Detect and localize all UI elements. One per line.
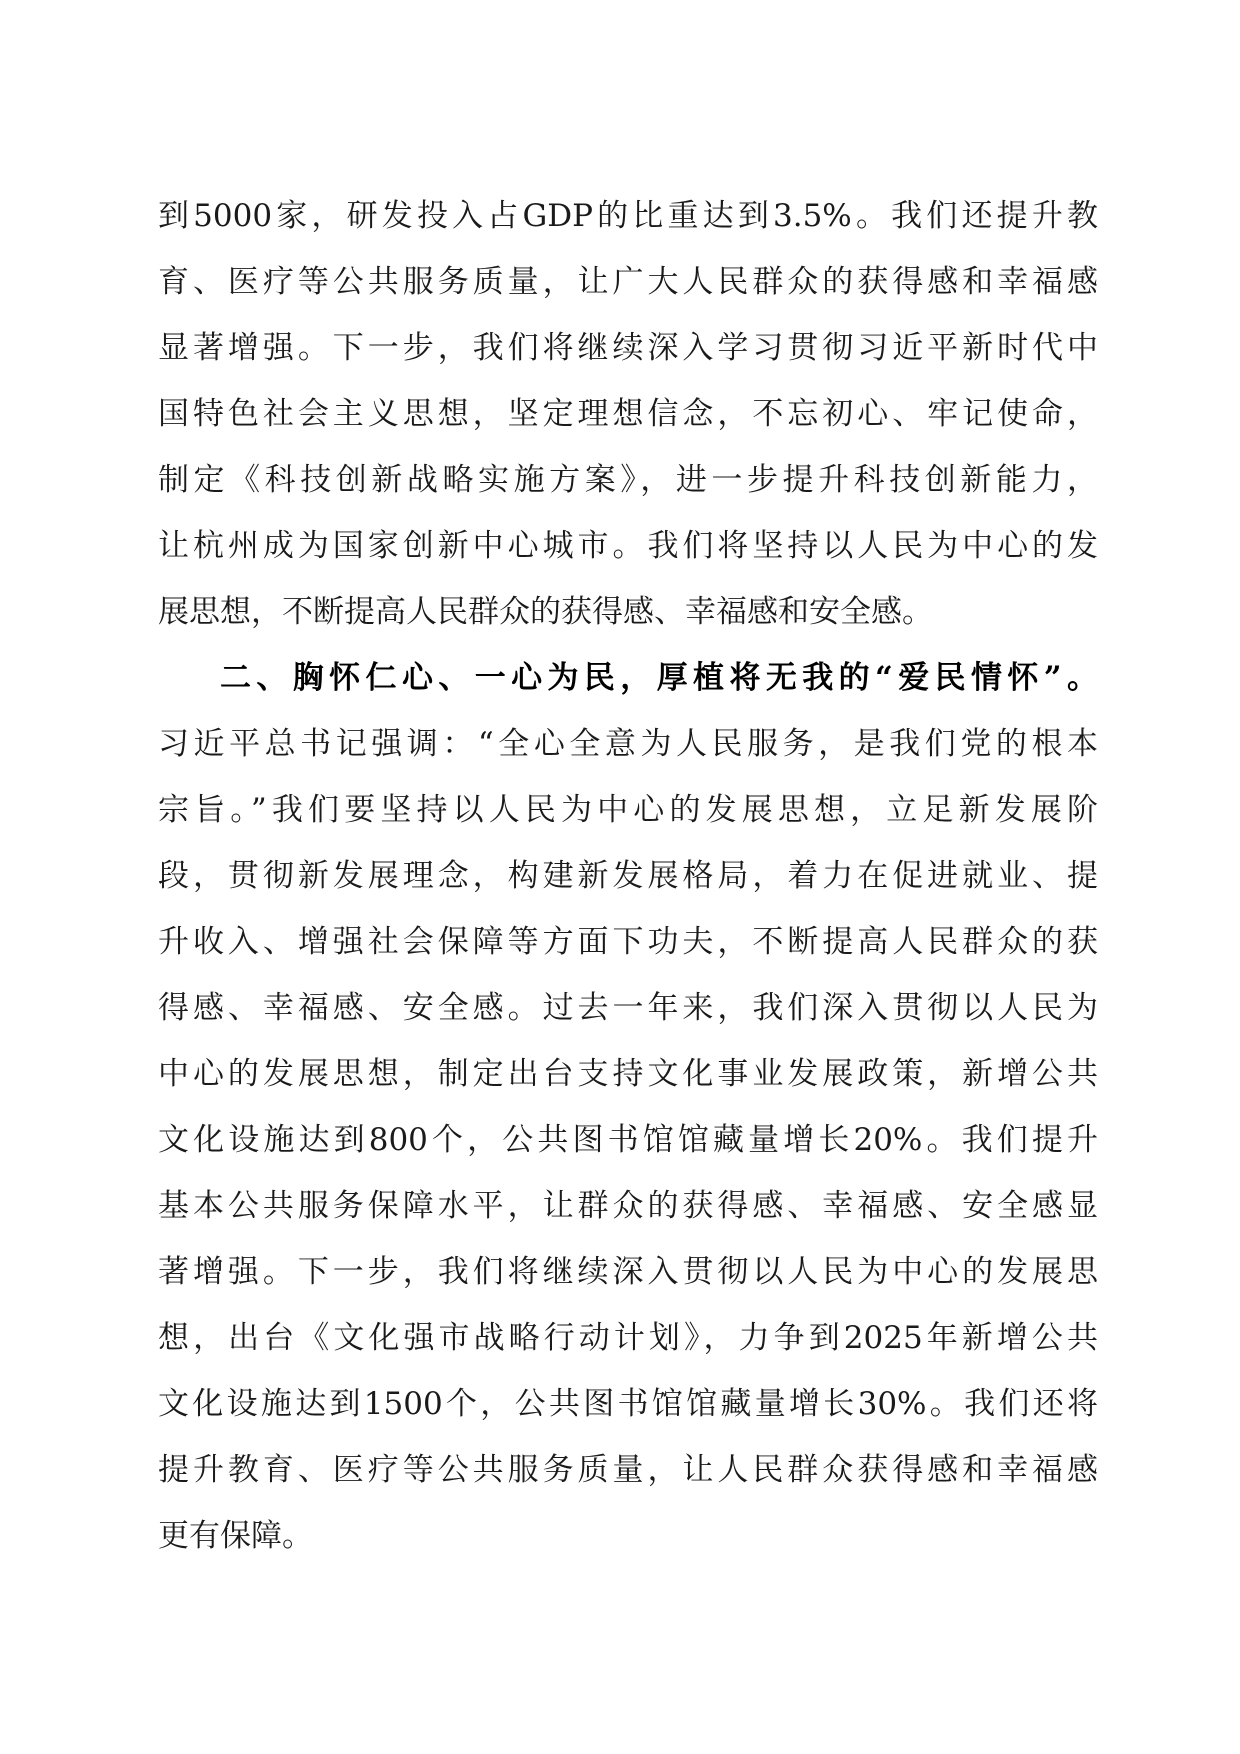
text-line: 更有保障。 xyxy=(158,1518,313,1554)
text-line: 提升教育、医疗等公共服务质量，让人民群众获得感和幸福感 xyxy=(158,1452,1098,1488)
text-line: 让杭州成为国家创新中心城市。我们将坚持以人民为中心的发 xyxy=(158,528,1098,564)
text-line: 段，贯彻新发展理念，构建新发展格局，着力在促进就业、提 xyxy=(158,858,1098,894)
text-line: 育、医疗等公共服务质量，让广大人民群众的获得感和幸福感 xyxy=(158,264,1098,300)
text-line: 文化设施达到1500个，公共图书馆馆藏量增长30%。我们还将 xyxy=(158,1386,1098,1422)
text-line: 得感、幸福感、安全感。过去一年来，我们深入贯彻以人民为 xyxy=(158,990,1098,1026)
text-line: 国特色社会主义思想，坚定理想信念，不忘初心、牢记使命， xyxy=(158,396,1098,432)
text-line: 展思想，不断提高人民群众的获得感、幸福感和安全感。 xyxy=(158,594,933,630)
text-line: 中心的发展思想，制定出台支持文化事业发展政策，新增公共 xyxy=(158,1056,1098,1092)
text-line: 基本公共服务保障水平，让群众的获得感、幸福感、安全感显 xyxy=(158,1188,1098,1224)
text-line: 文化设施达到800个，公共图书馆馆藏量增长20%。我们提升 xyxy=(158,1122,1098,1158)
section-heading: 二、胸怀仁心、一心为民，厚植将无我的“爱民情怀”。 xyxy=(220,660,1098,696)
text-line: 到5000家，研发投入占GDP的比重达到3.5%。我们还提升教 xyxy=(158,198,1098,234)
text-line: 习近平总书记强调：“全心全意为人民服务，是我们党的根本 xyxy=(158,726,1098,762)
text-line: 制定《科技创新战略实施方案》，进一步提升科技创新能力， xyxy=(158,462,1098,498)
text-line: 显著增强。下一步，我们将继续深入学习贯彻习近平新时代中 xyxy=(158,330,1098,366)
text-line: 想，出台《文化强市战略行动计划》，力争到2025年新增公共 xyxy=(158,1320,1098,1356)
text-line: 著增强。下一步，我们将继续深入贯彻以人民为中心的发展思 xyxy=(158,1254,1098,1290)
text-line: 宗旨。”我们要坚持以人民为中心的发展思想，立足新发展阶 xyxy=(158,792,1098,828)
text-line: 升收入、增强社会保障等方面下功夫，不断提高人民群众的获 xyxy=(158,924,1098,960)
